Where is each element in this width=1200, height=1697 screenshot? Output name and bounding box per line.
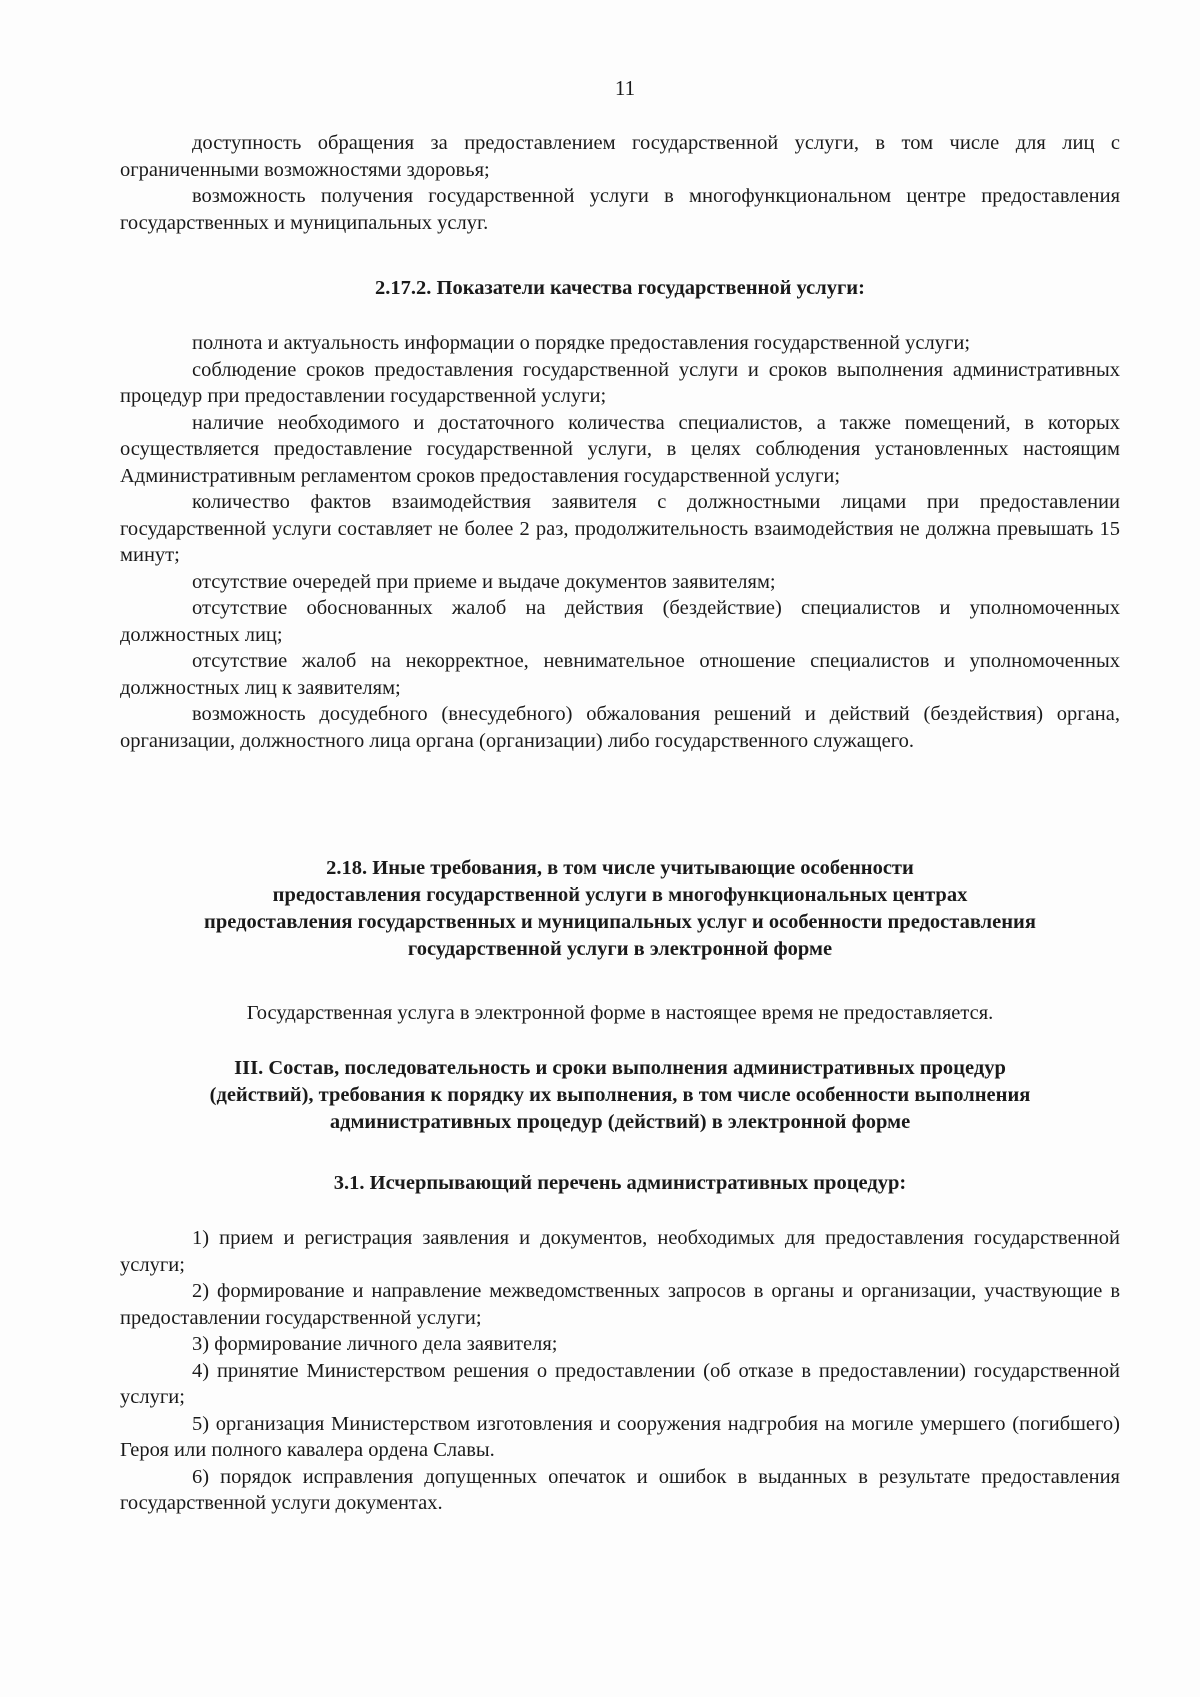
section-title-line: III. Состав, последовательность и сроки выполнения административных процедур bbox=[234, 1057, 1006, 1079]
paragraph: Государственная услуга в электронной форме в настоящее время не предоставляется. bbox=[246, 1002, 994, 1024]
list-item: 2) формирование и направление межведомственных запросов в органы и организации, участвующие в предоставлении государственной услуги; bbox=[120, 1280, 1120, 1329]
section-heading-III bbox=[120, 1055, 1120, 1136]
section-title-line: 2.18. Иные требования, в том числе учитывающие особенности bbox=[326, 857, 914, 879]
section-title: 3.1. Исчерпывающий перечень административных процедур: bbox=[333, 1172, 907, 1194]
section-title-line: предоставления государственной услуги в многофункциональных центрах bbox=[272, 884, 968, 906]
paragraph: полнота и актуальность информации о порядке предоставления государственной услуги; bbox=[192, 332, 971, 354]
procedures-list bbox=[120, 1225, 1120, 1517]
list-item: 6) порядок исправления допущенных опечаток и ошибок в выданных в результате предоставления государственной услуги документах. bbox=[120, 1465, 1120, 1514]
intro-block bbox=[120, 130, 1120, 236]
section-heading-3-1 bbox=[120, 1170, 1120, 1197]
list-item: 5) организация Министерством изготовления и сооружения надгробия на могиле умершего (погибшего) Героя или полного кавалера ордена Славы. bbox=[120, 1412, 1120, 1461]
section-title-line: государственной услуги в электронной форме bbox=[407, 938, 833, 960]
list-item: 1) прием и регистрация заявления и документов, необходимых для предоставления государственной услуги; bbox=[120, 1227, 1120, 1276]
paragraph: возможность досудебного (внесудебного) обжалования решений и действий (бездействия) органа, организации, должностного лица органа (организации) либо государственного служащего. bbox=[120, 703, 1120, 752]
page-number: 11 bbox=[614, 76, 636, 100]
section-title-line: предоставления государственных и муниципальных услуг и особенности предоставления bbox=[204, 911, 1036, 933]
section-heading-2-17-2 bbox=[120, 275, 1120, 302]
paragraph: соблюдение сроков предоставления государственной услуги и сроков выполнения административных процедур при предоставлении государственной услуги; bbox=[120, 358, 1120, 407]
paragraph: количество фактов взаимодействия заявителя с должностными лицами при предоставлении государственной услуги составляет не более 2 раз, продолжительность взаимодействия не должна превышать 15 минут; bbox=[120, 491, 1120, 566]
section-title-line: (действий), требования к порядку их выполнения, в том числе особенности выполнения bbox=[209, 1084, 1031, 1106]
section-title-line: административных процедур (действий) в электронной форме bbox=[329, 1111, 911, 1133]
paragraph: отсутствие обоснованных жалоб на действия (бездействие) специалистов и уполномоченных должностных лиц; bbox=[120, 597, 1120, 646]
paragraph: возможность получения государственной услуги в многофункциональном центре предоставления государственных и муниципальных услуг. bbox=[120, 185, 1120, 234]
list-item: 3) формирование личного дела заявителя; bbox=[192, 1333, 558, 1355]
paragraph: доступность обращения за предоставлением государственной услуги, в том числе для лиц с ограниченными возможностями здоровья; bbox=[120, 132, 1120, 181]
section-heading-2-18 bbox=[120, 855, 1120, 963]
paragraph: отсутствие очередей при приеме и выдаче документов заявителям; bbox=[192, 570, 776, 593]
paragraph: наличие необходимого и достаточного количества специалистов, а также помещений, в которых осуществляется предоставление государственной услуги, в целях соблюдения установленных настоящим Административным регламентом сроков предоставления государственной услуги; bbox=[120, 411, 1120, 487]
section-title: 2.17.2. Показатели качества государственной услуги: bbox=[375, 277, 865, 299]
electronic-form-note bbox=[120, 1000, 1120, 1027]
paragraph: отсутствие жалоб на некорректное, невнимательное отношение специалистов и уполномоченных должностных лиц к заявителям; bbox=[120, 650, 1120, 699]
quality-indicators-block bbox=[120, 330, 1120, 754]
list-item: 4) принятие Министерством решения о предоставлении (об отказе в предоставлении) государственной услуги; bbox=[120, 1359, 1120, 1408]
